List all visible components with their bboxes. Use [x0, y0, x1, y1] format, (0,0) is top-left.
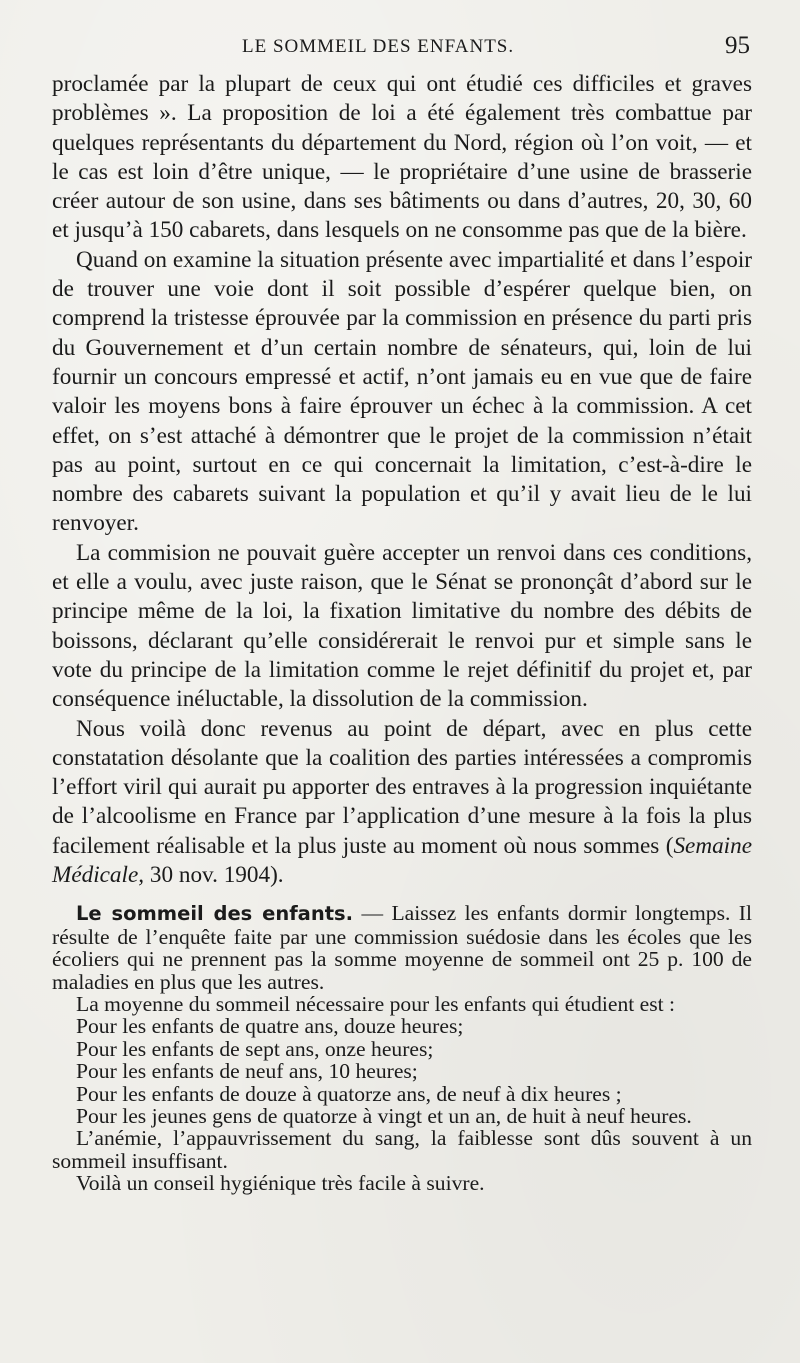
paragraph-text: Nous voilà donc revenus au point de départ, avec en plus cette constatation désolante que la coalition des parties intéressées a compromis l’effort viril qui aurait pu apporter des entraves à la progression inquiétante de l’alcoolisme en France par l’application d’une mesure à la fois la plus facilement réalisable et la plus juste au moment où nous sommes ( — [52, 715, 752, 859]
list-item: Pour les enfants de quatre ans, douze heures; — [76, 1014, 464, 1039]
list-item: Pour les enfants de neuf ans, 10 heures; — [76, 1059, 418, 1084]
list-item: Pour les enfants de sept ans, onze heures; — [76, 1036, 434, 1061]
paragraph-continued: proclamée par la plupart de ceux qui ont étudié ces difficiles et graves problèmes ». La proposition de loi a été également très combattue par quelques représentants du département du Nord, région où l’on voit, — et le cas est loin d’être unique, — le propriétaire d’une usine de brasserie créer autour de son usine, dans ses bâtiments ou dans d’autres, 20, 30, 60 et jusqu’à 150 cabarets, dans lesquels on ne consomme pas que de la bière. — [52, 71, 752, 244]
paragraph: L’anémie, l’appauvrissement du sang, la faiblesse sont dûs souvent à un sommeil insuffisant. — [52, 1126, 752, 1173]
citation-date: 30 nov. 1904). — [144, 862, 284, 889]
article-sleep-children — [52, 902, 752, 1194]
list-item: Pour les jeunes gens de quatorze à vingt et un an, de huit à neuf heures. — [76, 1103, 692, 1128]
article-heading: Le sommeil des enfants. — [76, 902, 354, 926]
body-text — [52, 70, 752, 890]
article-intro-text: — Laissez les enfants dormir longtemps. Il résulte de l’enquête faite par une commission suédosie dans les écoles que les écoliers qui ne prennent pas la somme moyenne de sommeil ont 25 p. 100 de maladies en plus que les autres. — [52, 901, 752, 994]
closing-line: Voilà un conseil hygiénique très facile à suivre. — [76, 1171, 485, 1196]
paragraph-with-citation — [52, 715, 752, 891]
article-intro — [52, 902, 752, 993]
citation-title: Semaine Médicale, — [52, 832, 752, 889]
paragraph: La commision ne pouvait guère accepter un renvoi dans ces conditions, et elle a voulu, avec juste raison, que le Sénat se prononçât d’abord sur le principe même de la loi, la fixation limitative du nombre des débits de boissons, déclarant qu’elle considérerait le renvoi pur et simple sans le vote du principe de la limitation comme le rejet définitif du projet et, par conséquence inéluctable, la dissolution de la commission. — [52, 539, 752, 713]
list-intro: La moyenne du sommeil nécessaire pour les enfants qui étudient est : — [76, 991, 676, 1016]
paragraph: Quand on examine la situation présente avec impartialité et dans l’espoir de trouver une voie dont il soit possible d’espérer quelque bien, on comprend la tristesse éprouvée par la commission en présence du parti pris du Gouvernement et d’un certain nombre de sénateurs, qui, loin de lui fournir un concours empressé et actif, n’ont jamais eu en vue que de faire valoir les moyens bons à faire éprouver un échec à la commission. A cet effet, on s’est attaché à démontrer que le projet de la commission n’était pas au point, surtout en ce qui concernait la limitation, c’est-à-dire le nombre des cabarets suivant la population et qu’il y avait lieu de le lui renvoyer. — [52, 246, 752, 537]
running-title: LE SOMMEIL DES ENFANTS. — [242, 36, 515, 57]
list-item: Pour les enfants de douze à quatorze ans, de neuf à dix heures ; — [76, 1081, 622, 1106]
running-head — [52, 30, 752, 70]
page-number: 95 — [725, 32, 750, 59]
